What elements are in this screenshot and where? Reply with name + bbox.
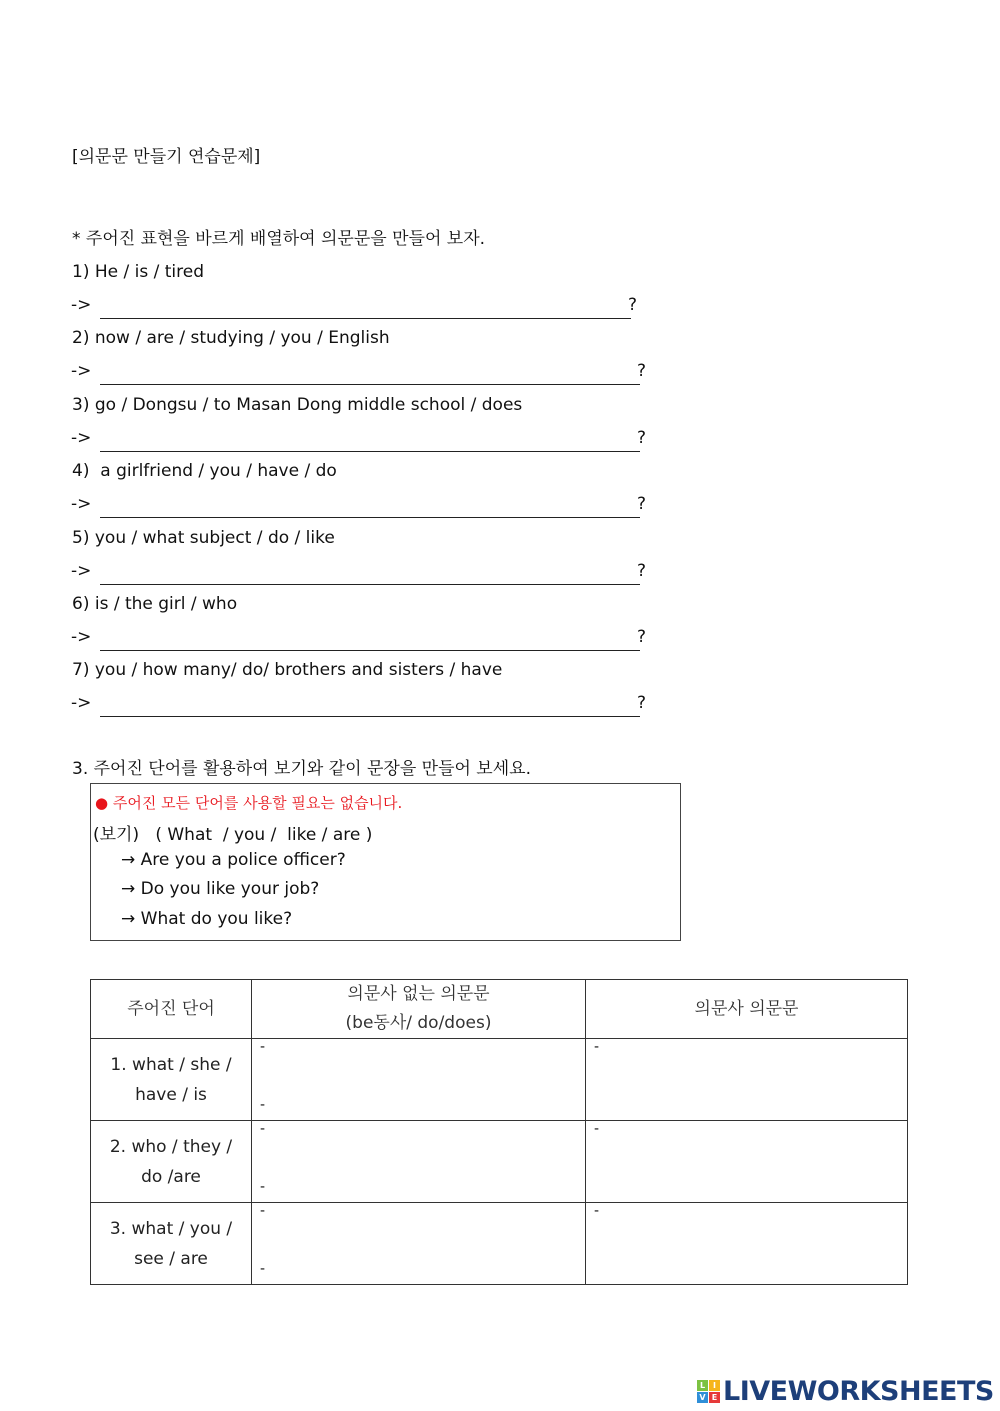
logo-text: LIVEWORKSHEETS bbox=[723, 1376, 994, 1407]
dash: - bbox=[260, 1179, 266, 1195]
dash: - bbox=[260, 1097, 266, 1113]
arrow: -> bbox=[71, 560, 92, 581]
arrow: -> bbox=[71, 295, 92, 315]
yes-no-answer-cell[interactable] bbox=[252, 1203, 586, 1285]
logo-tiles-icon: L I V E bbox=[697, 1380, 720, 1403]
given-words-cell bbox=[91, 1203, 252, 1285]
header-given-words: 주어진 단어 bbox=[91, 980, 252, 1039]
question-item: 4) a girlfriend / you / have / do bbox=[72, 461, 337, 482]
liveworksheets-logo bbox=[697, 1376, 994, 1407]
worksheet-title: [의문문 만들기 연습문제] bbox=[72, 147, 261, 167]
dash: - bbox=[260, 1261, 266, 1277]
arrow: -> bbox=[71, 427, 92, 448]
arrow: -> bbox=[71, 361, 92, 382]
answer-input[interactable] bbox=[100, 427, 640, 452]
words-line: 3. what / you / bbox=[109, 1218, 233, 1239]
answer-input[interactable] bbox=[100, 692, 640, 717]
note-text: 주어진 모든 단어를 사용할 필요는 없습니다. bbox=[112, 794, 403, 812]
arrow: -> bbox=[71, 627, 92, 647]
dash: - bbox=[260, 1039, 266, 1055]
example-sentence: → What do you like? bbox=[121, 909, 293, 929]
words-line: have / is bbox=[135, 1084, 207, 1105]
given-words-cell bbox=[91, 1121, 252, 1203]
table-row bbox=[91, 1121, 908, 1203]
answer-table bbox=[90, 979, 908, 1285]
question-mark: ? bbox=[637, 560, 647, 581]
dash: - bbox=[594, 1039, 600, 1055]
header-line: 의문사 없는 의문문 bbox=[347, 984, 490, 1004]
example-sentence: → Do you like your job? bbox=[121, 879, 320, 899]
words-line: do /are bbox=[141, 1166, 201, 1187]
arrow: -> bbox=[71, 494, 92, 515]
header-wh-question: 의문사 의문문 bbox=[586, 980, 908, 1039]
question-mark: ? bbox=[628, 295, 638, 315]
question-item: 7) you / how many/ do/ brothers and sisters / have bbox=[72, 660, 503, 681]
answer-input[interactable] bbox=[100, 626, 640, 651]
example-words: (보기) ( What / you / like / are ) bbox=[93, 825, 373, 845]
question-mark: ? bbox=[637, 494, 647, 515]
wh-answer-cell[interactable] bbox=[586, 1203, 908, 1285]
wh-answer-cell[interactable] bbox=[586, 1121, 908, 1203]
question-item: 1) He / is / tired bbox=[72, 262, 204, 282]
question-item: 2) now / are / studying / you / English bbox=[72, 328, 390, 349]
table-row bbox=[91, 1203, 908, 1285]
question-mark: ? bbox=[637, 627, 647, 647]
answer-input[interactable] bbox=[100, 360, 640, 385]
dash: - bbox=[260, 1203, 266, 1219]
answer-input[interactable] bbox=[100, 493, 640, 518]
question-mark: ? bbox=[637, 361, 647, 382]
given-words-cell bbox=[91, 1039, 252, 1121]
words-line: see / are bbox=[134, 1248, 208, 1269]
arrow: -> bbox=[71, 693, 92, 714]
wh-answer-cell[interactable] bbox=[586, 1039, 908, 1121]
note bbox=[95, 792, 402, 813]
question-mark: ? bbox=[637, 427, 647, 448]
dash: - bbox=[594, 1121, 600, 1137]
table-header-row bbox=[91, 980, 908, 1039]
words-line: 1. what / she / bbox=[110, 1054, 232, 1075]
question-item: 5) you / what subject / do / like bbox=[72, 527, 335, 548]
header-yes-no-question bbox=[252, 980, 586, 1039]
question-item: 3) go / Dongsu / to Masan Dong middle school / does bbox=[72, 394, 523, 415]
answer-input[interactable] bbox=[100, 294, 631, 319]
words-line: 2. who / they / bbox=[109, 1136, 233, 1157]
example-sentence: → Are you a police officer? bbox=[121, 850, 346, 870]
example-box bbox=[90, 783, 681, 941]
dash: - bbox=[260, 1121, 266, 1137]
header-line: (be동사/ do/does) bbox=[345, 1013, 492, 1033]
red-bullet-icon: ● bbox=[95, 794, 109, 812]
section3-instruction: 3. 주어진 단어를 활용하여 보기와 같이 문장을 만들어 보세요. bbox=[72, 759, 531, 779]
dash: - bbox=[594, 1203, 600, 1219]
answer-input[interactable] bbox=[100, 560, 640, 585]
table-row bbox=[91, 1039, 908, 1121]
yes-no-answer-cell[interactable] bbox=[252, 1121, 586, 1203]
question-mark: ? bbox=[637, 693, 647, 714]
yes-no-answer-cell[interactable] bbox=[252, 1039, 586, 1121]
section1-instruction: * 주어진 표현을 바르게 배열하여 의문문을 만들어 보자. bbox=[72, 229, 486, 249]
question-item: 6) is / the girl / who bbox=[72, 594, 238, 614]
